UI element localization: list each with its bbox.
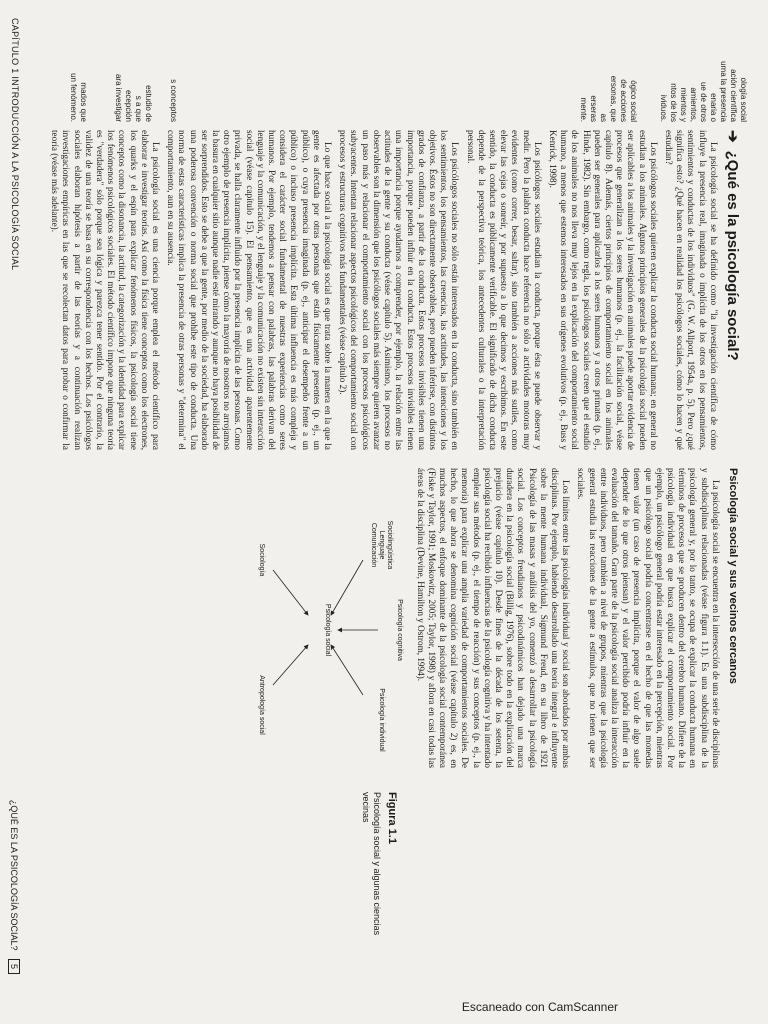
section-title-text: ¿Qué es la psicología social?: [724, 150, 741, 361]
margin-note: ntos de los: [669, 83, 678, 122]
margin-note-group-1: [658, 4, 748, 122]
margin-note: estudio de: [144, 85, 153, 122]
margin-note: de acciones: [619, 79, 628, 122]
margin-note: ara investigar: [114, 73, 123, 122]
figure-caption: [360, 792, 398, 942]
body-paragraph: Los psicólogos sociales estudian la conducta, porque ésta se puede observar y medir. Pero la palabra conducta hace referencia no sólo a actividades motoras muy evidentes (como correr, besar, saltar), sino también a acciones más sutiles, como elevar las cejas o sonreír, y por supuesto a lo que decimos y escribimos. En este sentido, la conducta es públicamente verificable. El significado de dicha conducta depende de la perspectiva teórica, los antecedentes culturales o la interpretación personal.: [465, 130, 543, 450]
margin-note: ividuos.: [659, 94, 668, 122]
body-paragraph: Lo que hace social a la psicología social es que trata sobre la manera en la que la gente es afectada por otras personas que están físicamente presentes (p. ej., un público), o cuya presencia imaginada (p. ej., anticipar el desempeño frente a un público) o incluso presencia implícita. Esta última influencia es más compleja y considera el carácter social fundamental de nuestras experiencias como seres humanos. Por ejemplo, tendemos a pensar con palabras, las palabras derivan del lenguaje y la comunicación, y el lenguaje y la comunicación no existen sin interacción social (véase capítulo 15). El pensamiento, que es una actividad aparentemente privada, se halla claramente influido por la presencia implícita de las personas. Como otro ejemplo de presencia implícita, piense cómo la mayoría de nosotros no arrojamos la basura en cualquier sitio aunque nadie esté mirando y aunque no haya posibilidad de ser sorprendidos. Esto se debe a que la gente, por medio de la sociedad, ha elaborado una poderosa convención o norma social que prohíbe este tipo de conducta. Una norma de estas características implica la presencia de otras personas y "determina" el comportamiento, aun en su ausencia.: [166, 130, 334, 450]
scan-stamp: Escaneado con CamScanner: [461, 1000, 618, 1014]
arrow-from-sociolinguistics: [331, 560, 363, 615]
section-title: [724, 130, 741, 450]
margin-note: ología social: [739, 77, 748, 122]
margin-note: enaria o: [709, 93, 718, 122]
margin-note: amientos,: [689, 87, 698, 122]
node-individual-psychology: Psicología individual: [378, 688, 385, 752]
margin-note: mados que: [79, 82, 88, 122]
main-text-column: [33, 130, 741, 450]
margin-note: ecepción: [124, 89, 133, 122]
arrow-from-individual: [331, 645, 363, 695]
margin-note: erseras: [589, 95, 598, 122]
margin-note: ersonas, que: [609, 75, 618, 122]
arrow-from-sociology: [273, 570, 308, 615]
margin-note: mente.: [579, 97, 588, 122]
figure-label: Figura 1.1: [386, 792, 398, 844]
arrow-icon: ➔: [724, 130, 741, 143]
running-header: [8, 714, 20, 974]
node-sociology: Sociología: [258, 543, 265, 577]
body-paragraph: La psicología social se ha definido como "la investigación científica de cómo influye la presencia real, imaginada o implícita de los otros en los pensamientos, sentimientos y conductas de los individuos" (G. W. Allport, 1954a, p. 5). Pero ¿qué significa esto? ¿Qué hacen en realidad los psicólogos sociales, cómo lo hacen y qué estudian?: [663, 130, 719, 450]
body-paragraph: Los límites entre las psicologías individual y social son abordados por ambas disciplinas. Por ejemplo, habiendo desarrollado una teoría integral e influyente sobre la mente humana individual, Sigmund Freud, en su libro de 1921 Psicología de las masas y análisis del yo, comenzó a desarrollar la psicología social. Los conceptos freudianos y psicodinámicos han dejado una marca duradera en la psicología social (Billig, 1976), sobre todo en la explicación del prejuicio (véase capítulo 10). Desde fines de la década de los setenta, la psicología social ha recibido influencias de la psicología cognitiva y ha intentado emplear sus métodos (p. ej., el tiempo de reacción) y sus conceptos (p. ej., la memoria) para explicar una amplia variedad de comportamientos sociales. De hecho, lo que ahora se denomina cognición social (véase capítulo 2) es, en muchos aspectos, el enfoque dominante de la psicología social contemporánea (Fiske y Taylor, 1991; Moskowitz, 2005; Taylor, 1998) y aflora en casi todas las áreas de la disciplina (Devine, Hamilton y Ostrom, 1994).: [415, 468, 572, 768]
chapter-header: CAPÍTULO 1 INTRODUCCIÓN A LA PSICOLOGÍA SOCIAL: [10, 18, 20, 271]
margin-note: uma la presencia: [719, 61, 728, 122]
body-paragraph: La psicología social es una ciencia porque emplea el método científico para elaborar e investigar teorías. Así como la física tiene conceptos como los electrones, los quarks y el espín para explicar fenómenos físicos, la psicología social tiene conceptos como la disonancia, la actitud, la categorización y la identidad para explicar los fenómenos psicológicos sociales. El método científico impone que ninguna teoría es "verdadera" sólo porque sea lógica y parezca tener sentido. Por el contrario, la validez de una teoría se basa en su correspondencia con los hechos. Los psicólogos sociales elaboran hipótesis a partir de las teorías y a continuación realizan investigaciones empíricas en las que se recolectan datos para probar o confirmar la teoría (véase más adelante).: [50, 130, 162, 450]
node-cognitive-psychology: Psicología cognitiva: [396, 599, 403, 661]
margin-note: s a que: [134, 95, 143, 122]
page-number: 5: [8, 959, 20, 974]
arrow-from-anthropology: [273, 645, 308, 685]
margin-note-group-5: [68, 4, 88, 122]
neighbors-text-column: [415, 468, 739, 768]
margin-note: s conceptos: [169, 79, 178, 122]
margin-note-group-2: [578, 4, 638, 122]
figure-title: Psicología social y algunas ciencias vecinas: [361, 792, 382, 936]
margin-note-group-3: [168, 4, 178, 122]
margin-note: un fenómeno.: [69, 73, 78, 122]
figure-diagram: [223, 480, 423, 780]
running-title: ¿QUÉ ES LA PSICOLOGÍA SOCIAL?: [9, 799, 19, 951]
subsection-title: Psicología social y sus vecinos cercanos: [727, 468, 739, 684]
margin-note: as: [599, 113, 608, 122]
body-paragraph: Los psicólogos sociales no sólo están interesados en la conducta, sino también en los sentimientos, los pensamientos, las creencias, las actitudes, las intenciones y los objetivos. Éstos no son directamente observables, pero pueden inferirse, con distintos grados de confianza, a partir de la conducta. Estos procesos invisibles tienen una importancia, porque pueden influir en la conducta. Estos procesos invisibles tienen una importancia porque ayudarnos a comprender, por ejemplo, la relación entre las actitudes de la gente y su conducta (véase capítulo 5). Asimismo, los procesos no observables son la dimensión que los psicólogos sociales más siempre quieren avanzar un paso más y relacionar el comportamiento social con los procesos psicológicos subyacentes. Intentan relacionar aspectos psicológicos del comportamiento social con procesos y estructuras cognitivos más fundamentales (véase capítulo 2).: [338, 130, 461, 450]
margin-note: ación científica: [729, 69, 738, 122]
margin-note-group-4: [113, 4, 153, 122]
node-social-anthropology: Antropología social: [258, 675, 265, 735]
margin-note: ógico social: [629, 80, 638, 122]
node-social-psychology: Psicología social: [324, 603, 331, 657]
body-paragraph: Los psicólogos sociales quieren explicar la conducta social humana; en general no estudian a los animales. Algunos principios generales de la psicología social pueden ser aplicables a los animales y la investigación en animales puede aportar evidencia de procesos que generalizan a los seres humanos (p. ej., la facilitación social, véase capítulo 8). Además, ciertos principios de comportamiento social en los animales pueden ser generales para aplicarlos a los seres humanos y a otros primates (p. ej., Hinde, 1982). Sin embargo, como regla, los psicólogos sociales creen que el estudio de los animales no nos lleva muy lejos en la explicación del comportamiento social humano, a menos que estemos interesados en sus orígenes evolutivos (p. ej., Buss y Kenrick, 1998).: [547, 130, 659, 450]
node-sociolinguistics: Sociolingüística Lenguaje Comunicación: [370, 520, 393, 570]
body-paragraph: La psicología social se encuentra en la intersección de una serie de disciplinas y subdisciplinas relacionadas (véase figura 1.1). Es una subdisciplina de la psicología general y, por lo tanto, se ocupa de explicar la conducta humana en términos de procesos que se producen dentro del cerebro humano. Difiere de la psicología individual en que busca explicar el comportamiento social. Por ejemplo, un psicólogo general podría estar interesado en la percepción, mientras que un psicólogo social podría concentrarse en el hecho de que las monedas tienen valor (un caso de presencia implícita, porque el valor de algo suele depender de lo que otros piensan) y el valor percibido podría influir en la evaluación del tamaño. Gran parte de la psicología social analiza la interacción entre individuos, pero también a nivel de grupos, mientras que la psicología general estudia las reacciones de la gente a estímulos, que no tienen que ser sociales.: [576, 468, 721, 768]
margin-note: mientos y: [679, 87, 688, 122]
margin-note: ue de otros: [699, 81, 708, 122]
